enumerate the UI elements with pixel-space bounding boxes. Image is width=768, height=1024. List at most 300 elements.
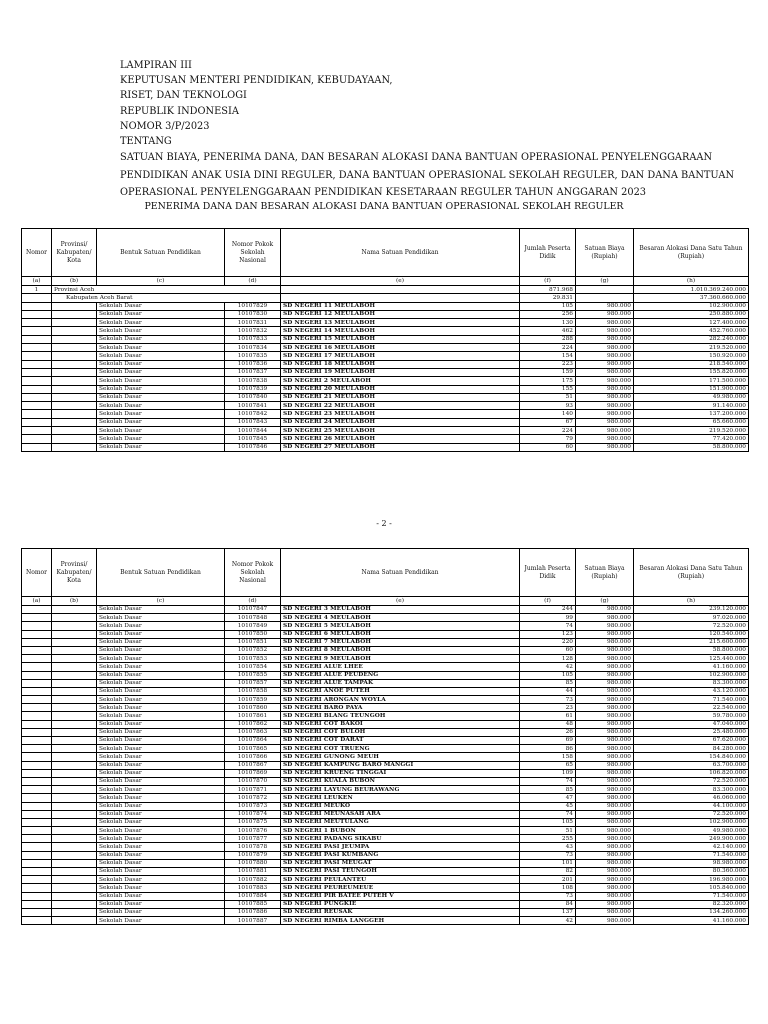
cell-jumlah: 74 <box>520 810 576 818</box>
cell-satuan: 980.000 <box>576 777 634 785</box>
cell-nomor <box>22 687 52 695</box>
summary-nomor <box>22 294 52 302</box>
cell-npsn: 10107885 <box>225 900 281 908</box>
table-row <box>22 622 749 630</box>
cell-npsn: 10107876 <box>225 827 281 835</box>
cell-besaran: 125.440.000 <box>634 655 749 663</box>
cell-provinsi <box>52 851 97 859</box>
cell-satuan: 980.000 <box>576 843 634 851</box>
cell-nomor <box>22 851 52 859</box>
cell-provinsi <box>52 868 97 876</box>
cell-besaran: 25.480.000 <box>634 728 749 736</box>
cell-bentuk: Sekolah Dasar <box>97 876 225 884</box>
cell-npsn: 10107829 <box>225 302 281 310</box>
cell-npsn: 10107886 <box>225 908 281 916</box>
cell-jumlah: 85 <box>520 679 576 687</box>
cell-satuan: 980.000 <box>576 443 634 451</box>
cell-besaran: 42.140.000 <box>634 843 749 851</box>
cell-nomor <box>22 671 52 679</box>
cell-nomor <box>22 868 52 876</box>
cell-nama: SD NEGERI KRUENG TINGGAI <box>281 769 520 777</box>
table-row <box>22 777 749 785</box>
cell-nomor <box>22 327 52 335</box>
cell-nomor <box>22 410 52 418</box>
cell-satuan: 980.000 <box>576 606 634 614</box>
cell-npsn: 10107855 <box>225 671 281 679</box>
cell-nama: SD NEGERI 11 MEULABOH <box>281 302 520 310</box>
cell-besaran: 72.520.000 <box>634 810 749 818</box>
cell-satuan: 980.000 <box>576 687 634 695</box>
cell-besaran: 83.300.000 <box>634 786 749 794</box>
cell-besaran: 249.900.000 <box>634 835 749 843</box>
cell-provinsi <box>52 393 97 401</box>
cell-jumlah: 74 <box>520 777 576 785</box>
cell-bentuk: Sekolah Dasar <box>97 884 225 892</box>
cell-satuan: 980.000 <box>576 435 634 443</box>
cell-jumlah: 85 <box>520 786 576 794</box>
cell-npsn: 10107852 <box>225 646 281 654</box>
cell-besaran: 120.540.000 <box>634 630 749 638</box>
cell-nama: SD NEGERI PIR BATEE PUTEH V <box>281 892 520 900</box>
cell-npsn: 10107870 <box>225 777 281 785</box>
cell-bentuk: Sekolah Dasar <box>97 368 225 376</box>
cell-nomor <box>22 876 52 884</box>
cell-nomor <box>22 310 52 318</box>
cell-npsn: 10107858 <box>225 687 281 695</box>
cell-nomor <box>22 679 52 687</box>
cell-jumlah: 86 <box>520 745 576 753</box>
cell-provinsi <box>52 646 97 654</box>
cell-nama: SD NEGERI COT BAKOI <box>281 720 520 728</box>
cell-nama: SD NEGERI KUALA BUBON <box>281 777 520 785</box>
cell-jumlah: 67 <box>520 418 576 426</box>
summary-label: Kabupaten Aceh Barat <box>52 294 281 302</box>
cell-besaran: 196.980.000 <box>634 876 749 884</box>
cell-npsn: 10107832 <box>225 327 281 335</box>
cell-bentuk: Sekolah Dasar <box>97 352 225 360</box>
cell-provinsi <box>52 827 97 835</box>
cell-nama: SD NEGERI COT TRUENG <box>281 745 520 753</box>
cell-provinsi <box>52 802 97 810</box>
cell-besaran: 65.660.000 <box>634 418 749 426</box>
table-row <box>22 761 749 769</box>
summary-label: Provinsi Aceh <box>52 286 281 294</box>
col-index: (f) <box>520 277 576 286</box>
cell-besaran: 67.620.000 <box>634 737 749 745</box>
cell-bentuk: Sekolah Dasar <box>97 630 225 638</box>
cell-nama: SD NEGERI 5 MEULABOH <box>281 622 520 630</box>
cell-npsn: 10107834 <box>225 344 281 352</box>
cell-nomor <box>22 646 52 654</box>
cell-npsn: 10107869 <box>225 769 281 777</box>
col-index: (f) <box>520 597 576 606</box>
cell-nama: SD NEGERI PASI KUMBANG <box>281 851 520 859</box>
cell-provinsi <box>52 435 97 443</box>
cell-nomor <box>22 900 52 908</box>
table-row <box>22 868 749 876</box>
cell-jumlah: 48 <box>520 720 576 728</box>
col-header-besaran: Besaran Alokasi Dana Satu Tahun (Rupiah) <box>634 229 749 277</box>
cell-nama: SD NEGERI ALUE LHEE <box>281 663 520 671</box>
cell-besaran: 71.540.000 <box>634 892 749 900</box>
cell-jumlah: 65 <box>520 761 576 769</box>
cell-jumlah: 223 <box>520 360 576 368</box>
cell-npsn: 10107846 <box>225 443 281 451</box>
col-header-nama: Nama Satuan Pendidikan <box>281 549 520 597</box>
cell-nama: SD NEGERI MEUKO <box>281 802 520 810</box>
cell-jumlah: 99 <box>520 614 576 622</box>
cell-satuan: 980.000 <box>576 728 634 736</box>
table-row <box>22 794 749 802</box>
cell-provinsi <box>52 737 97 745</box>
table-row <box>22 859 749 867</box>
cell-bentuk: Sekolah Dasar <box>97 794 225 802</box>
cell-nomor <box>22 859 52 867</box>
cell-provinsi <box>52 917 97 925</box>
cell-nama: SD NEGERI 12 MEULABOH <box>281 310 520 318</box>
cell-nomor <box>22 377 52 385</box>
table-header-row <box>22 549 749 597</box>
cell-provinsi <box>52 385 97 393</box>
table-row <box>22 802 749 810</box>
cell-bentuk: Sekolah Dasar <box>97 712 225 720</box>
cell-provinsi <box>52 900 97 908</box>
cell-bentuk: Sekolah Dasar <box>97 410 225 418</box>
cell-npsn: 10107853 <box>225 655 281 663</box>
cell-npsn: 10107872 <box>225 794 281 802</box>
table-row <box>22 655 749 663</box>
col-header-npsn: Nomor Pokok Sekolah Nasional <box>225 229 281 277</box>
cell-nomor <box>22 418 52 426</box>
cell-provinsi <box>52 368 97 376</box>
cell-satuan: 980.000 <box>576 377 634 385</box>
cell-jumlah: 26 <box>520 728 576 736</box>
cell-bentuk: Sekolah Dasar <box>97 679 225 687</box>
cell-npsn: 10107842 <box>225 410 281 418</box>
cell-besaran: 58.800.000 <box>634 646 749 654</box>
cell-jumlah: 158 <box>520 753 576 761</box>
cell-nama: SD NEGERI ANOE PUTEH <box>281 687 520 695</box>
cell-bentuk: Sekolah Dasar <box>97 655 225 663</box>
col-header-satuan: Satuan Biaya (Rupiah) <box>576 229 634 277</box>
table-row <box>22 745 749 753</box>
cell-satuan: 980.000 <box>576 360 634 368</box>
cell-nomor <box>22 352 52 360</box>
cell-nama: SD NEGERI ARONGAN WOYLA <box>281 696 520 704</box>
cell-provinsi <box>52 810 97 818</box>
cell-nomor <box>22 385 52 393</box>
cell-bentuk: Sekolah Dasar <box>97 377 225 385</box>
table-2-body <box>22 606 749 925</box>
cell-npsn: 10107833 <box>225 335 281 343</box>
cell-satuan: 980.000 <box>576 368 634 376</box>
cell-satuan: 980.000 <box>576 745 634 753</box>
cell-besaran: 137.200.000 <box>634 410 749 418</box>
table-1-body <box>22 302 749 451</box>
cell-npsn: 10107841 <box>225 402 281 410</box>
table-row <box>22 302 749 310</box>
col-index: (g) <box>576 277 634 286</box>
cell-satuan: 980.000 <box>576 802 634 810</box>
table-row <box>22 638 749 646</box>
table-row <box>22 810 749 818</box>
cell-besaran: 77.420.000 <box>634 435 749 443</box>
cell-provinsi <box>52 769 97 777</box>
cell-npsn: 10107874 <box>225 810 281 818</box>
cell-bentuk: Sekolah Dasar <box>97 892 225 900</box>
col-header-jumlah: Jumlah Peserta Didik <box>520 229 576 277</box>
cell-besaran: 71.540.000 <box>634 696 749 704</box>
cell-besaran: 41.160.000 <box>634 917 749 925</box>
cell-nomor <box>22 737 52 745</box>
cell-provinsi <box>52 377 97 385</box>
cell-nomor <box>22 393 52 401</box>
cell-provinsi <box>52 884 97 892</box>
cell-provinsi <box>52 777 97 785</box>
cell-besaran: 102.900.000 <box>634 302 749 310</box>
cell-jumlah: 82 <box>520 868 576 876</box>
cell-nama: SD NEGERI 22 MEULABOH <box>281 402 520 410</box>
cell-bentuk: Sekolah Dasar <box>97 704 225 712</box>
table-row <box>22 786 749 794</box>
cell-besaran: 219.520.000 <box>634 344 749 352</box>
regency-summary-row <box>22 294 749 302</box>
cell-satuan: 980.000 <box>576 851 634 859</box>
col-header-nomor: Nomor <box>22 549 52 597</box>
cell-provinsi <box>52 835 97 843</box>
cell-jumlah: 105 <box>520 818 576 826</box>
cell-npsn: 10107845 <box>225 435 281 443</box>
col-header-provinsi: Provinsi/ Kabupaten/ Kota <box>52 549 97 597</box>
table-row <box>22 892 749 900</box>
table-row <box>22 368 749 376</box>
cell-provinsi <box>52 761 97 769</box>
table-row <box>22 720 749 728</box>
cell-nama: SD NEGERI ALUE TAMPAK <box>281 679 520 687</box>
cell-provinsi <box>52 696 97 704</box>
cell-jumlah: 73 <box>520 892 576 900</box>
cell-bentuk: Sekolah Dasar <box>97 435 225 443</box>
col-header-npsn: Nomor Pokok Sekolah Nasional <box>225 549 281 597</box>
cell-satuan: 980.000 <box>576 827 634 835</box>
cell-nomor <box>22 335 52 343</box>
cell-provinsi <box>52 794 97 802</box>
cell-bentuk: Sekolah Dasar <box>97 327 225 335</box>
cell-nama: SD NEGERI 27 MEULABOH <box>281 443 520 451</box>
col-header-jumlah: Jumlah Peserta Didik <box>520 549 576 597</box>
cell-bentuk: Sekolah Dasar <box>97 646 225 654</box>
cell-provinsi <box>52 614 97 622</box>
cell-besaran: 105.840.000 <box>634 884 749 892</box>
table-row <box>22 827 749 835</box>
col-index: (d) <box>225 597 281 606</box>
cell-jumlah: 108 <box>520 884 576 892</box>
table-row <box>22 671 749 679</box>
cell-npsn: 10107854 <box>225 663 281 671</box>
header-line: REPUBLIK INDONESIA <box>120 105 239 117</box>
cell-npsn: 10107887 <box>225 917 281 925</box>
summary-jumlah: 871.968 <box>520 286 576 294</box>
cell-jumlah: 105 <box>520 671 576 679</box>
cell-satuan: 980.000 <box>576 917 634 925</box>
cell-bentuk: Sekolah Dasar <box>97 827 225 835</box>
cell-besaran: 218.540.000 <box>634 360 749 368</box>
cell-nama: SD NEGERI MEUNASAH ARA <box>281 810 520 818</box>
cell-besaran: 97.020.000 <box>634 614 749 622</box>
col-header-bentuk: Bentuk Satuan Pendidikan <box>97 229 225 277</box>
cell-provinsi <box>52 704 97 712</box>
cell-nama: SD NEGERI 2 MEULABOH <box>281 377 520 385</box>
cell-npsn: 10107835 <box>225 352 281 360</box>
cell-besaran: 80.360.000 <box>634 868 749 876</box>
cell-jumlah: 101 <box>520 859 576 867</box>
table-row <box>22 908 749 916</box>
cell-npsn: 10107838 <box>225 377 281 385</box>
cell-bentuk: Sekolah Dasar <box>97 638 225 646</box>
table-row <box>22 687 749 695</box>
cell-nomor <box>22 802 52 810</box>
cell-npsn: 10107844 <box>225 427 281 435</box>
cell-bentuk: Sekolah Dasar <box>97 917 225 925</box>
table-row <box>22 606 749 614</box>
col-index: (b) <box>52 597 97 606</box>
cell-besaran: 452.760.000 <box>634 327 749 335</box>
cell-bentuk: Sekolah Dasar <box>97 786 225 794</box>
cell-bentuk: Sekolah Dasar <box>97 728 225 736</box>
cell-bentuk: Sekolah Dasar <box>97 696 225 704</box>
cell-provinsi <box>52 786 97 794</box>
cell-jumlah: 255 <box>520 835 576 843</box>
cell-npsn: 10107837 <box>225 368 281 376</box>
cell-nama: SD NEGERI 7 MEULABOH <box>281 638 520 646</box>
col-index: (a) <box>22 277 52 286</box>
table-row <box>22 737 749 745</box>
cell-satuan: 980.000 <box>576 302 634 310</box>
cell-bentuk: Sekolah Dasar <box>97 687 225 695</box>
header-line: KEPUTUSAN MENTERI PENDIDIKAN, KEBUDAYAAN, <box>120 75 393 87</box>
cell-npsn: 10107865 <box>225 745 281 753</box>
cell-nomor <box>22 794 52 802</box>
cell-nomor <box>22 818 52 826</box>
cell-bentuk: Sekolah Dasar <box>97 737 225 745</box>
cell-nomor <box>22 720 52 728</box>
cell-jumlah: 175 <box>520 377 576 385</box>
cell-bentuk: Sekolah Dasar <box>97 418 225 426</box>
cell-provinsi <box>52 327 97 335</box>
cell-provinsi <box>52 753 97 761</box>
cell-bentuk: Sekolah Dasar <box>97 310 225 318</box>
cell-satuan: 980.000 <box>576 835 634 843</box>
cell-jumlah: 256 <box>520 310 576 318</box>
cell-satuan: 980.000 <box>576 410 634 418</box>
cell-jumlah: 69 <box>520 737 576 745</box>
cell-provinsi <box>52 671 97 679</box>
cell-bentuk: Sekolah Dasar <box>97 900 225 908</box>
cell-nama: SD NEGERI REUSAK <box>281 908 520 916</box>
col-index: (g) <box>576 597 634 606</box>
cell-nama: SD NEGERI 15 MEULABOH <box>281 335 520 343</box>
cell-jumlah: 51 <box>520 827 576 835</box>
cell-besaran: 127.400.000 <box>634 319 749 327</box>
cell-npsn: 10107840 <box>225 393 281 401</box>
cell-provinsi <box>52 892 97 900</box>
cell-jumlah: 47 <box>520 794 576 802</box>
cell-satuan: 980.000 <box>576 876 634 884</box>
cell-satuan: 980.000 <box>576 393 634 401</box>
cell-satuan: 980.000 <box>576 671 634 679</box>
cell-bentuk: Sekolah Dasar <box>97 769 225 777</box>
cell-satuan: 980.000 <box>576 753 634 761</box>
cell-satuan: 980.000 <box>576 614 634 622</box>
cell-nama: SD NEGERI GUNONG MEUH <box>281 753 520 761</box>
cell-jumlah: 93 <box>520 402 576 410</box>
cell-bentuk: Sekolah Dasar <box>97 671 225 679</box>
cell-satuan: 980.000 <box>576 344 634 352</box>
cell-satuan: 980.000 <box>576 655 634 663</box>
cell-nama: SD NEGERI PADANG SIKABU <box>281 835 520 843</box>
table-row <box>22 335 749 343</box>
table-row <box>22 385 749 393</box>
cell-bentuk: Sekolah Dasar <box>97 818 225 826</box>
province-summary-row <box>22 286 749 294</box>
cell-bentuk: Sekolah Dasar <box>97 777 225 785</box>
cell-bentuk: Sekolah Dasar <box>97 761 225 769</box>
cell-provinsi <box>52 712 97 720</box>
cell-nama: SD NEGERI 13 MEULABOH <box>281 319 520 327</box>
cell-bentuk: Sekolah Dasar <box>97 868 225 876</box>
cell-provinsi <box>52 319 97 327</box>
cell-bentuk: Sekolah Dasar <box>97 843 225 851</box>
cell-satuan: 980.000 <box>576 892 634 900</box>
col-header-besaran: Besaran Alokasi Dana Satu Tahun (Rupiah) <box>634 549 749 597</box>
cell-besaran: 49.980.000 <box>634 393 749 401</box>
cell-nomor <box>22 427 52 435</box>
table-row <box>22 410 749 418</box>
cell-jumlah: 42 <box>520 917 576 925</box>
cell-nomor <box>22 892 52 900</box>
subject-line: OPERASIONAL PENYELENGGARAAN PENDIDIKAN KESETARAAN REGULER TAHUN ANGGARAN 2023 <box>120 187 647 199</box>
cell-provinsi <box>52 443 97 451</box>
cell-besaran: 250.880.000 <box>634 310 749 318</box>
cell-provinsi <box>52 622 97 630</box>
cell-npsn: 10107867 <box>225 761 281 769</box>
table-row <box>22 679 749 687</box>
cell-jumlah: 224 <box>520 427 576 435</box>
cell-satuan: 980.000 <box>576 786 634 794</box>
cell-jumlah: 155 <box>520 385 576 393</box>
cell-npsn: 10107877 <box>225 835 281 843</box>
cell-npsn: 10107863 <box>225 728 281 736</box>
cell-besaran: 282.240.000 <box>634 335 749 343</box>
cell-nama: SD NEGERI 18 MEULABOH <box>281 360 520 368</box>
cell-provinsi <box>52 720 97 728</box>
cell-nomor <box>22 712 52 720</box>
cell-besaran: 151.900.000 <box>634 385 749 393</box>
cell-besaran: 171.500.000 <box>634 377 749 385</box>
cell-nomor <box>22 638 52 646</box>
cell-npsn: 10107836 <box>225 360 281 368</box>
cell-jumlah: 159 <box>520 368 576 376</box>
table-row <box>22 769 749 777</box>
cell-nomor <box>22 843 52 851</box>
table-row <box>22 319 749 327</box>
cell-satuan: 980.000 <box>576 737 634 745</box>
cell-provinsi <box>52 876 97 884</box>
table-row <box>22 443 749 451</box>
cell-besaran: 72.520.000 <box>634 622 749 630</box>
cell-satuan: 980.000 <box>576 859 634 867</box>
cell-npsn: 10107866 <box>225 753 281 761</box>
